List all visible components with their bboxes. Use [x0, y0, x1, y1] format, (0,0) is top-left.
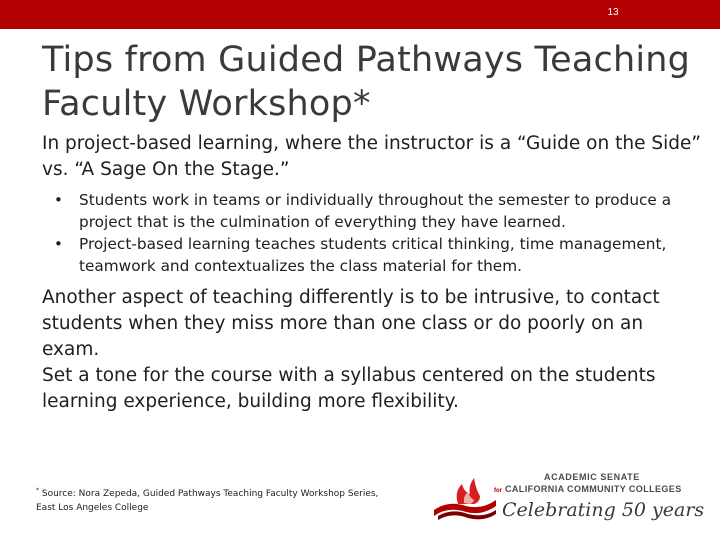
slide-body [42, 131, 702, 415]
header-bar [0, 0, 720, 29]
footnote-mark: * [36, 487, 39, 494]
slide-number: 13 [607, 7, 619, 18]
book-flame-icon [430, 470, 500, 526]
logo-for-text: for [494, 488, 502, 494]
bullet-list [42, 189, 702, 277]
slide-title: Tips from Guided Pathways Teaching Faculty Workshop* [42, 40, 691, 124]
bullet-item [42, 233, 702, 277]
logo-colleges-line [494, 484, 682, 494]
source-footnote [36, 484, 396, 515]
bullet-text: Students work in teams or individually throughout the semester to produce a project that is the culmination of everything they have learned. [79, 191, 672, 231]
bullet-icon: • [54, 191, 63, 209]
logo-tagline: Celebrating 50 years [502, 499, 705, 521]
source-text: Source: Nora Zepeda, Guided Pathways Teaching Faculty Workshop Series, East Los Angeles College [36, 489, 379, 513]
bullet-icon: • [54, 235, 63, 253]
bullet-item [42, 189, 702, 233]
logo-colleges-text: CALIFORNIA COMMUNITY COLLEGES [505, 484, 682, 494]
intro-paragraph: In project-based learning, where the instructor is a “Guide on the Side” vs. “A Sage On the Stage.” [42, 133, 701, 180]
bullet-text: Project-based learning teaches students critical thinking, time management, teamwork and contextualizes the class material for them. [79, 235, 667, 275]
syllabus-paragraph: Set a tone for the course with a syllabus centered on the students learning experience, building more flexibility. [42, 365, 656, 412]
academic-senate-logo [430, 466, 720, 532]
intrusive-paragraph: Another aspect of teaching differently is to be intrusive, to contact students when they miss more than one class or do poorly on an exam. [42, 287, 660, 360]
logo-senate-text: ACADEMIC SENATE [544, 472, 640, 482]
